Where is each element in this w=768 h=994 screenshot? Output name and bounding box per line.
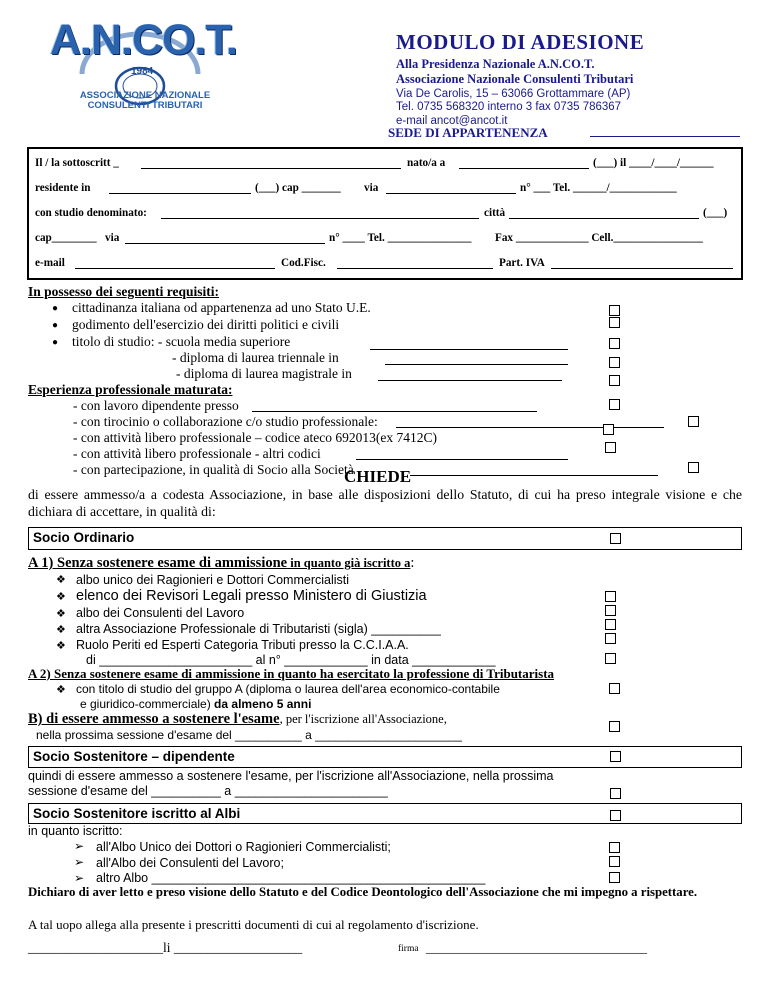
studio-street-field[interactable] [125,243,325,244]
checkbox[interactable] [605,605,616,616]
checkbox[interactable] [610,810,621,821]
checkbox[interactable] [688,416,699,427]
dipendente-text: quindi di essere ammesso a sostenere l'esame, per l'iscrizione all'Associazione, nella prossima [28,769,554,783]
arrow-bullet-icon: ➢ [74,855,85,869]
b-label: B) di essere ammesso a sostenere l'esame [28,711,280,727]
birthplace-field[interactable] [459,168,589,169]
sottoscritto-label: Il / la sottoscritt _ [35,157,119,169]
socio-ordinario-section [28,527,742,550]
signature-field[interactable]: __________________________________ [426,940,647,955]
chiede-text: di essere ammesso/a a codesta Associazione, in base alle disposizioni dello Statuto, di cui ha preso integrale visione e che dichiara di accettare, in qualità di: [28,487,742,519]
studio-collab-field[interactable] [396,427,664,428]
checkbox[interactable] [609,357,620,368]
checkbox[interactable] [609,721,620,732]
b-tail: , per l'iscrizione all'Associazione, [279,712,447,726]
checkbox[interactable] [609,317,620,328]
arrow-bullet-icon: ➢ [74,871,85,885]
albo-item-detail: di ______________________ al n° ____________ in data ____________ [86,653,496,667]
studio-label: con studio denominato: [35,207,147,219]
degree-field[interactable] [385,364,568,365]
requisito-text: - diploma di laurea magistrale in [176,366,352,381]
diamond-bullet-icon: ❖ [56,624,66,636]
albi-item: all'Albo dei Consulenti del Lavoro; [96,856,284,870]
province-label: (___) [703,207,728,219]
diamond-bullet-icon: ❖ [56,574,66,586]
codfisc-label: Cod.Fisc. [281,257,326,269]
checkbox[interactable] [610,533,621,544]
bullet-icon: ● [52,320,59,331]
esperienza-text: - con attività libero professionale – codice ateco 692013(ex 7412C) [73,430,438,445]
albi-item: all'Albo Unico dei Dottori o Ragionieri Commercialisti; [96,840,391,854]
esperienza-text: - con attività libero professionale - altri codici [73,446,321,461]
requisito-text: titolo di studio: - scuola media superiore [72,334,291,349]
school-field[interactable] [370,349,568,350]
socio-albi-section [28,803,742,824]
socio-dipendente-section [28,746,742,768]
arrow-bullet-icon: ➢ [74,839,85,853]
dipendente-text: sessione d'esame del __________ a ______________________ [28,784,388,798]
studio-field[interactable] [161,218,479,219]
bullet-icon: ● [52,337,59,348]
studio-number-label: n° ____ Tel. _______________ [329,232,472,244]
a2-item-2 [80,697,311,711]
a1-heading [28,555,414,572]
logo-text: A.N.CO.T. [50,16,237,64]
requisito-text: godimento dell'esercizio dei diritti politici e civili [72,317,340,332]
checkbox[interactable] [609,842,620,853]
checkbox[interactable] [605,591,616,602]
sede-field[interactable] [590,136,740,137]
a1-label: A 1) Senza sostenere esame di ammissione [28,555,288,571]
requisito-text: cittadinanza italiana od appartenenza ad uno Stato U.E. [72,300,371,315]
checkbox[interactable] [605,619,616,630]
diamond-bullet-icon: ❖ [56,591,66,603]
checkbox[interactable] [610,751,621,762]
section-label: Socio Sostenitore – dipendente [33,749,235,764]
esperienza-text: - con partecipazione, in qualità di Socio alla Società [73,462,354,477]
email-label: e-mail [35,257,65,269]
via-label: via [105,232,120,244]
esperienza-text: - con tirocinio o collaborazione c/o studio professionale: [73,414,378,429]
a2-item-text: e giuridico-commerciale) [80,697,211,711]
master-degree-field[interactable] [378,380,562,381]
requisiti-heading: In possesso dei seguenti requisiti: [28,284,220,299]
partiva-field[interactable] [551,268,733,269]
esperienza-text: - con lavoro dipendente presso [73,398,239,413]
employer-field[interactable] [252,411,537,412]
checkbox[interactable] [609,305,620,316]
nato-label: nato/a a [407,157,446,169]
checkbox[interactable] [609,683,620,694]
codici-field[interactable] [356,459,568,460]
dichiarazione: Dichiaro di aver letto e preso visione dello Statuto e del Codice Deontologico dell'Associazione che mi impegno a rispettare. [28,885,698,899]
checkbox[interactable] [605,442,616,453]
checkbox[interactable] [610,788,621,799]
esperienza-heading: Esperienza professionale maturata: [28,382,233,397]
diamond-bullet-icon: ❖ [56,608,66,620]
albi-intro: in quanto iscritto: [28,824,123,838]
a1-colon: : [410,555,415,571]
residente-label: residente in [35,182,91,194]
number-phone-label: n° ___ Tel. ______/____________ [520,182,677,194]
b-heading [28,711,447,728]
a2-item: con titolo di studio del gruppo A (diploma o laurea dell'area economico-contabile [76,682,500,696]
address-line: e-mail ancot@ancot.it [396,115,508,127]
checkbox[interactable] [609,856,620,867]
societa-field[interactable] [410,475,658,476]
via-label: via [364,182,379,194]
cap-label: cap________ [35,232,97,244]
cap-label: (___) cap _______ [255,182,341,194]
city-field[interactable] [509,218,699,219]
a2-heading: A 2) Senza sostenere esame di ammissione in quanto ha esercitato la professione di Tributarista [28,666,555,681]
albo-item: elenco dei Revisori Legali presso Ministero di Giustizia [76,588,427,604]
albo-item: albo dei Consulenti del Lavoro [76,606,245,620]
section-label: Socio Sostenitore iscritto al Albi [33,806,241,821]
fax-cell-label: Fax _____________ Cell.________________ [495,232,703,244]
logo-caption-line: CONSULENTI TRIBUTARI [87,100,203,111]
a1-tail: in quanto già iscritto a [287,556,411,570]
address-line: Alla Presidenza Nazionale A.N.CO.T. [396,57,595,71]
albo-item: albo unico dei Ragionieri e Dottori Commercialisti [76,573,350,587]
albo-item: Ruolo Periti ed Esperti Categoria Tributi presso la C.C.I.A.A. [76,638,409,652]
a2-item-emph: da almeno 5 anni [210,697,312,711]
bullet-icon: ● [52,303,59,314]
checkbox[interactable] [605,633,616,644]
partiva-label: Part. IVA [499,257,545,269]
section-label: Socio Ordinario [33,530,135,545]
firma-label: firma [398,944,419,954]
logo-year: 1984 [131,66,154,77]
albi-item: altro Albo ________________________________________________ [96,871,486,885]
page-title: MODULO DI ADESIONE [396,30,645,54]
address-line: Tel. 0735 568320 interno 3 fax 0735 786367 [396,101,622,113]
street-field[interactable] [386,193,516,194]
citta-label: città [484,207,506,219]
email-field[interactable] [75,268,275,269]
logo-caption [60,91,230,111]
albo-item: altra Associazione Professionale di Tributaristi (sigla) __________ [76,622,441,636]
birthdate-label: (___) il ____/____/______ [593,157,714,169]
b-session: nella prossima sessione d'esame del __________ a ______________________ [36,728,462,742]
requisito-text: - diploma di laurea triennale in [172,350,339,365]
place-date-field[interactable]: ____________________li ___________________ [28,940,303,955]
address-line: Via De Carolis, 15 – 63066 Grottammare (AP) [396,88,631,100]
checkbox[interactable] [609,375,620,386]
address-line: Associazione Nazionale Consulenti Tributari [396,72,634,86]
checkbox[interactable] [609,338,620,349]
logo-caption-line: ASSOCIAZIONE NAZIONALE [79,90,211,101]
chiede-title: CHIEDE [344,467,412,486]
residence-field[interactable] [109,193,251,194]
checkbox[interactable] [605,653,616,664]
sede-label: SEDE DI APPARTENENZA [388,125,548,140]
personal-data-box [27,147,743,280]
diamond-bullet-icon: ❖ [56,640,66,652]
name-field[interactable] [141,168,401,169]
codfisc-field[interactable] [337,268,493,269]
allega-text: A tal uopo allega alla presente i prescritti documenti di cui al regolamento d'iscrizione. [28,917,479,932]
diamond-bullet-icon: ❖ [56,684,66,696]
checkbox[interactable] [603,424,614,435]
checkbox[interactable] [688,462,699,473]
checkbox[interactable] [609,872,620,883]
checkbox[interactable] [609,399,620,410]
